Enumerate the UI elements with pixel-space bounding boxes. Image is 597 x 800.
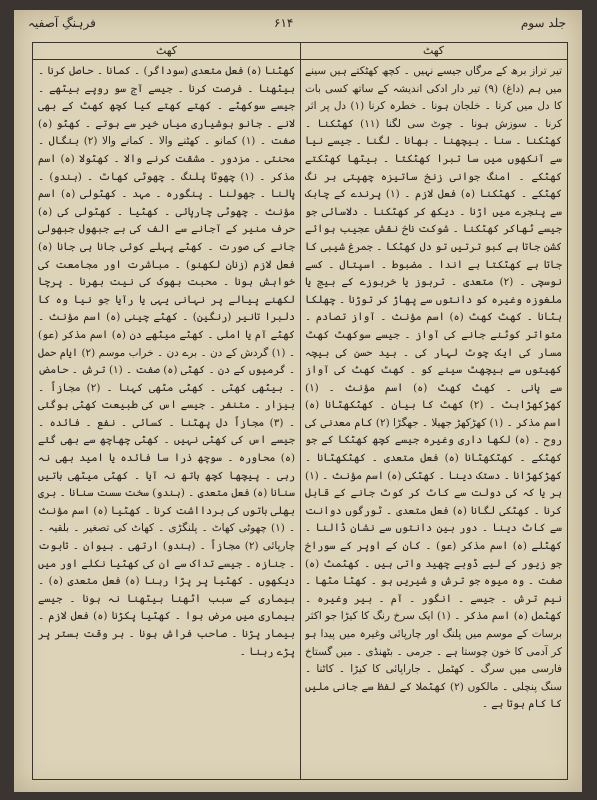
page-header — [14, 14, 582, 36]
column-divider — [300, 43, 301, 779]
two-column-frame — [32, 42, 568, 780]
right-column-paragraph: تیر تراز برھ کے مرگاں جیسے نہیں ۔ کچھ کھٹکتے ہیں سینے میں ہم (داغ) (۹) تیر دار ادکی اندیشہ کے ساتھ کسی بات کا دل میں کرنا ۔ خلجان ہونا ۔ خطرہ کرنا (۱) دل پر اثر کرنا ۔ سوزش ہونا ۔ چوٹ سی لگنا (۱۱) کھٹکنا ۔ کھٹکنا ۔ سنا ۔ بیچھنا ۔ بھانا ۔ لگنا ۔ جیسے نیا سے آنکھوں میں سا تبرا کھٹکتا ۔ بیٹھا کھٹکتے کھٹکے ۔ امنگ جوانی زنخ ساتیزہ چھپتی ہر نگ کھٹکے ۔ کھٹکنا (ہ) فعل لازم ۔ (۱) پرندے کے چابک سے پنجرے میں اڑنا ۔ دیکھ کر کھٹکنا ۔ دلاسائی جو جیسے ٹھاکر کھٹکنا ۔ شوکت ناخ نقش عجیب ہوائے کشن جاتا ہے کبو ترتیں تو دل کھٹکا ۔ جمرغ شیبی کا جاتا ہے کھٹکتا ہے اندا ۔ مضبوط ۔ اسپتال ۔ کسے نوسچی ۔ (۲) متعدی ۔ تربوز یا خربوزے کے بیج یا ملغوزہ وغیرہ کو دانتوں سے پھاڑ کر توڑنا ۔ چھلکا ہٹانا ۔ کھٹ کھٹ (ہ) اسم مؤنث ۔ آواز تصادم ۔ متواتر کوٹنے جانے کی آواز ۔ جیسے سوکھٹ کھٹ مسار کی ایک چوٹ لہار کی ۔ بید حسن کی بیچہ کھیتوں سے بیچھٹ سینے کو ۔ کھٹ کھٹ کی آواز سے پانی ۔ کھٹ کھٹ (ہ) اسم مؤنث ۔ (۱) کھڑکھڑاہٹ ۔ (۲) کھٹ کا بیان ۔ کھٹکھٹانا (ہ) اسم مذکر ۔ (۱) کھڑکھڑ جھیلا ۔ جھگڑا (۲) کام معدنی کی روح ۔ (ہ) لکھا داری وغیرہ جیسے کچھ کھٹکا کے جو کھٹکے ۔ کھٹکھٹانا (ہ) فعل متعدی ۔ کھٹکھٹانا ۔ کھڑکھڑانا ۔ دستک دینا ۔ کھٹکی (ہ) اسم مؤنث ۔ (۱) ہر یا کہ کی دولت سے کاٹ کر کوٹ جانے کے قابل کرنا ۔ کھٹکی لگانا (ہ) فعل متعدی ۔ ٹورگوں دوانت سے کاٹ دینا ۔ دور بین دانتوں سے نشان ڈالنا ۔ کھٹلے (ہ) اسم مذکر (عو) ۔ کان کے اوپر کے سوراخ جو زیور کے لیے ڈوبے چھید واتی ہیں ۔ کھٹمٹ (ہ) صفت ۔ وہ میوہ جو ترش و شیریں ہو ۔ کھٹا مٹھا ۔ نیم ترش ۔ جیسے ۔ انگور ۔ آم ۔ بیر وغیرہ ۔ کھٹمل (ہ) اسم مذکر ۔ (۱) ایک سرخ رنگ کا کیڑا جو اکثر برسات کے موسم میں پلنگ اور چارپائی وغیرہ میں پیدا ہو کر آدمی کا خون چوستا ہے ۔ جرمی ۔ بٹھنڈی ۔ میں گستاخ فارسی میں سرگ ۔ کھٹمل ۔ جاراپائی کا کیڑا ۔ کاٹنا ۔ سنگ پنچلی ۔ مالکوں (۲) کھٹملا کے لفظ سے جانی ملیں کا کام ہوتا ہے ۔ — [305, 65, 562, 711]
left-column-text — [38, 63, 295, 775]
page-number: ۶۱۴ — [274, 16, 294, 30]
right-column-heading: کھٹ — [300, 43, 567, 60]
left-column-heading: کھٹ — [33, 43, 300, 60]
volume-label: جلد سوم — [520, 16, 566, 30]
right-column-text — [305, 63, 562, 775]
book-title: فرہنگِ آصفیہ — [28, 16, 96, 30]
dictionary-page — [14, 10, 582, 792]
left-column-paragraph: کھٹنا (ہ) فعل متعدی (سوداگر) ۔ کمانا ۔ حاصل کرنا ۔ بیٹھنا ۔ فرصت کرنا ۔ جیسے آج سو روپے بیٹھے ۔ جیسے سوکھٹے ۔ کھتے کھتے کیا کچھ کھٹ کے بھی لانے ۔ جانو ہوشیاری میاں خیر سے ہوتے ۔ کھٹو (ہ) صفت ۔ (۱) کمانو ۔ کھٹنے والا ۔ کمانے والا (۲) بنگال ۔ محنتی ۔ مزدور ۔ مشقت کرنے والا ۔ کھٹولا (ہ) اسم مذکر ۔ (۱) چھوٹا پلنگ ۔ چھوٹی کھاٹ ۔ (ہندو) ۔ پالنا ۔ جھولنا ۔ پنگورہ ۔ مہد ۔ کھٹولی (ہ) اسم مؤنث ۔ چھوٹی چارپائی ۔ کھٹیا ۔ کھٹولی کی (ہ) حرف منیر کے آجانے سے الف کی بے جبھول جبھولی جانے کی صورت ۔ کھٹے پہلے کوئی جانا ہی جانا (ہ) فعل لازم (زنان لکھنو) ۔ مباشرت اور مجامعت کی خواہش ہونا ۔ محبت بھوک کی نیت بھرنا ۔ پرچا لکھنے پیالے پر نہانی یہی یا رآیا جو نیا وہ کا دلبرا تانیر (رنگین) ۔ کھٹے چینی (ہ) اسم مؤنث ۔ کھٹے آم یا املی ۔ کھٹے میٹھے دن (ہ) اسم مذکر (عو) ۔ (۱) گردش کے دن ۔ برے دن ۔ خراب موسم (۲) ایام حمل ۔ گرمیوں کے دن ۔ کھٹی (ہ) صفت ۔ (۱) ترش ۔ حامض ۔ بیٹھی کھٹی ۔ کھٹی مٹھی کہنا ۔ (۲) مجازاً ۔ بیزار ۔ متنفر ۔ جیسے اس کی طبیعت کھٹی ہوگئی ۔ (۳) مجازاً دل پھٹنا ۔ کسائی ۔ نفع ۔ فائدہ ۔ جیسے اس کی کھٹی نہیں ۔ کھٹی چھاچھ سے بھی گئے (ہ) محاورہ ۔ سوچھ ذرا سا فائدہ یا امید بھی نہ رہی ۔ پیچھا کچھ ہاتھ نہ آیا ۔ کھٹی میٹھی باتیں سنانا (ہ) فعل متعدی ۔ (ہندو) سخت سست سنانا ۔ بری بھلی باتوں کی بردااشت کرنا ۔ کھٹیا (ہ) اسم مؤنث ۔ (۱) چھوٹی کھاٹ ۔ پلنگڑی ۔ کھاٹ کی تصغیر ۔ بلقیہ ۔ چارپائی (۲) مجازاً ۔ (ہندو) ارتھی ۔ بیوان ۔ تابوت ۔ جنازہ ۔ جیسے تداک سے ان کی کھٹیا نکلے اور میں دیکھوں ۔ کھٹیا پر پڑا رہنا (ہ) فعل متعدی (ہ) ۔ بیماری کے سبب اٹھنا بیٹھنا نہ ہونا ۔ جیسے بیماری میں مرض ہوا ۔ کھٹیا پکڑنا (ہ) فعل لازم ۔ بیمار پڑنا ۔ صاحب فراش ہونا ۔ ہر وقت بستر پر پڑے رہنا ۔ — [38, 65, 295, 658]
